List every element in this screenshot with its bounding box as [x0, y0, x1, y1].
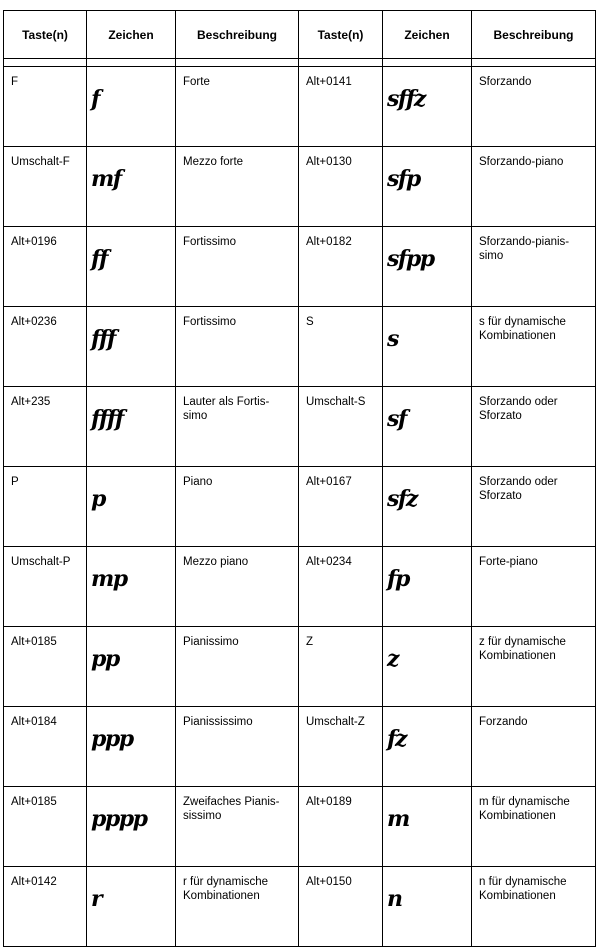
key-cell-left: Alt+0196: [4, 227, 87, 307]
symbol-cell-right: [383, 787, 472, 867]
dynamic-marking-symbol: sf: [387, 406, 406, 432]
description-cell-right: Sforzando: [472, 67, 596, 147]
description-cell-left: Forte: [176, 67, 299, 147]
symbol-cell-left: [87, 227, 176, 307]
description-cell-left: Fortissimo: [176, 307, 299, 387]
key-cell-left: Alt+0185: [4, 787, 87, 867]
dynamic-marking-symbol: ff: [91, 246, 107, 272]
symbol-cell-right: [383, 67, 472, 147]
dynamic-marking-symbol: fff: [91, 326, 115, 352]
dynamic-marking-symbol: p: [91, 486, 105, 512]
key-cell-right: S: [299, 307, 383, 387]
description-cell-left: Pianississimo: [176, 707, 299, 787]
symbol-cell-right: [383, 867, 472, 947]
symbol-cell-right: [383, 307, 472, 387]
key-cell-right: Alt+0141: [299, 67, 383, 147]
dynamic-marking-symbol: pp: [91, 646, 119, 672]
description-cell-left: r für dynamische Kombinationen: [176, 867, 299, 947]
header-row: [4, 11, 596, 59]
description-cell-left: Zweifaches Pianis- sissimo: [176, 787, 299, 867]
description-cell-right: z für dynamische Kombinationen: [472, 627, 596, 707]
dynamic-marking-symbol: mf: [91, 166, 121, 192]
key-cell-right: Alt+0182: [299, 227, 383, 307]
description-cell-left: Lauter als Fortis- simo: [176, 387, 299, 467]
description-cell-right: Sforzando-piano: [472, 147, 596, 227]
key-cell-left: F: [4, 67, 87, 147]
description-cell-right: s für dynamische Kombinationen: [472, 307, 596, 387]
dynamics-key-table: [3, 10, 596, 947]
header-description-right: Beschreibung: [472, 11, 596, 59]
dynamic-marking-symbol: s: [387, 326, 398, 352]
symbol-cell-right: [383, 387, 472, 467]
table-row: [4, 627, 596, 707]
key-cell-left: Alt+0142: [4, 867, 87, 947]
symbol-cell-right: [383, 627, 472, 707]
dynamic-marking-symbol: pppp: [91, 806, 147, 832]
table-row: [4, 707, 596, 787]
symbol-cell-left: [87, 147, 176, 227]
table-row: [4, 547, 596, 627]
symbol-cell-left: [87, 547, 176, 627]
dynamic-marking-symbol: mp: [91, 566, 127, 592]
symbol-cell-right: [383, 147, 472, 227]
symbol-cell-left: [87, 467, 176, 547]
table-row: [4, 387, 596, 467]
header-description-left: Beschreibung: [176, 11, 299, 59]
description-cell-right: Sforzando oder Sforzato: [472, 467, 596, 547]
table-row: [4, 307, 596, 387]
header-spacer-row: [4, 59, 596, 67]
dynamic-marking-symbol: sfpp: [387, 246, 434, 272]
dynamic-marking-symbol: fp: [387, 566, 409, 592]
header-keys-right: Taste(n): [299, 11, 383, 59]
table-body: [4, 59, 596, 947]
description-cell-left: Mezzo piano: [176, 547, 299, 627]
key-cell-right: Umschalt-Z: [299, 707, 383, 787]
key-cell-right: Alt+0130: [299, 147, 383, 227]
dynamic-marking-symbol: ffff: [91, 406, 123, 432]
description-cell-left: Piano: [176, 467, 299, 547]
description-cell-right: Sforzando-pianis- simo: [472, 227, 596, 307]
key-cell-left: Alt+0185: [4, 627, 87, 707]
dynamic-marking-symbol: m: [387, 806, 409, 832]
table-row: [4, 787, 596, 867]
header-symbol-right: Zeichen: [383, 11, 472, 59]
description-cell-right: Forzando: [472, 707, 596, 787]
description-cell-right: n für dynamische Kombinationen: [472, 867, 596, 947]
description-cell-left: Pianissimo: [176, 627, 299, 707]
key-cell-right: Alt+0150: [299, 867, 383, 947]
symbol-cell-right: [383, 227, 472, 307]
table-row: [4, 867, 596, 947]
symbol-cell-left: [87, 787, 176, 867]
symbol-cell-right: [383, 707, 472, 787]
key-cell-left: Alt+0184: [4, 707, 87, 787]
description-cell-right: Forte-piano: [472, 547, 596, 627]
key-cell-right: Alt+0189: [299, 787, 383, 867]
description-cell-left: Mezzo forte: [176, 147, 299, 227]
key-cell-right: Alt+0167: [299, 467, 383, 547]
key-cell-left: Umschalt-P: [4, 547, 87, 627]
symbol-cell-left: [87, 307, 176, 387]
dynamic-marking-symbol: sffz: [387, 86, 425, 112]
key-cell-right: Alt+0234: [299, 547, 383, 627]
key-cell-left: Alt+0236: [4, 307, 87, 387]
table-row: [4, 147, 596, 227]
table-row: [4, 227, 596, 307]
key-cell-left: Alt+235: [4, 387, 87, 467]
symbol-cell-left: [87, 867, 176, 947]
symbol-cell-left: [87, 627, 176, 707]
symbol-cell-left: [87, 707, 176, 787]
header-keys-left: Taste(n): [4, 11, 87, 59]
dynamic-marking-symbol: sfp: [387, 166, 420, 192]
table-row: [4, 467, 596, 547]
description-cell-right: m für dynamische Kombinationen: [472, 787, 596, 867]
dynamic-marking-symbol: fz: [387, 726, 406, 752]
symbol-cell-left: [87, 387, 176, 467]
dynamic-marking-symbol: sfz: [387, 486, 417, 512]
key-cell-right: Z: [299, 627, 383, 707]
table-row: [4, 67, 596, 147]
description-cell-right: Sforzando oder Sforzato: [472, 387, 596, 467]
dynamic-marking-symbol: n: [387, 886, 402, 912]
dynamic-marking-symbol: z: [387, 646, 398, 672]
key-cell-right: Umschalt-S: [299, 387, 383, 467]
header-symbol-left: Zeichen: [87, 11, 176, 59]
description-cell-left: Fortissimo: [176, 227, 299, 307]
key-cell-left: P: [4, 467, 87, 547]
symbol-cell-left: [87, 67, 176, 147]
symbol-cell-right: [383, 547, 472, 627]
symbol-cell-right: [383, 467, 472, 547]
key-cell-left: Umschalt-F: [4, 147, 87, 227]
dynamic-marking-symbol: ppp: [91, 726, 133, 752]
dynamic-marking-symbol: f: [91, 86, 99, 112]
dynamic-marking-symbol: r: [91, 886, 102, 912]
